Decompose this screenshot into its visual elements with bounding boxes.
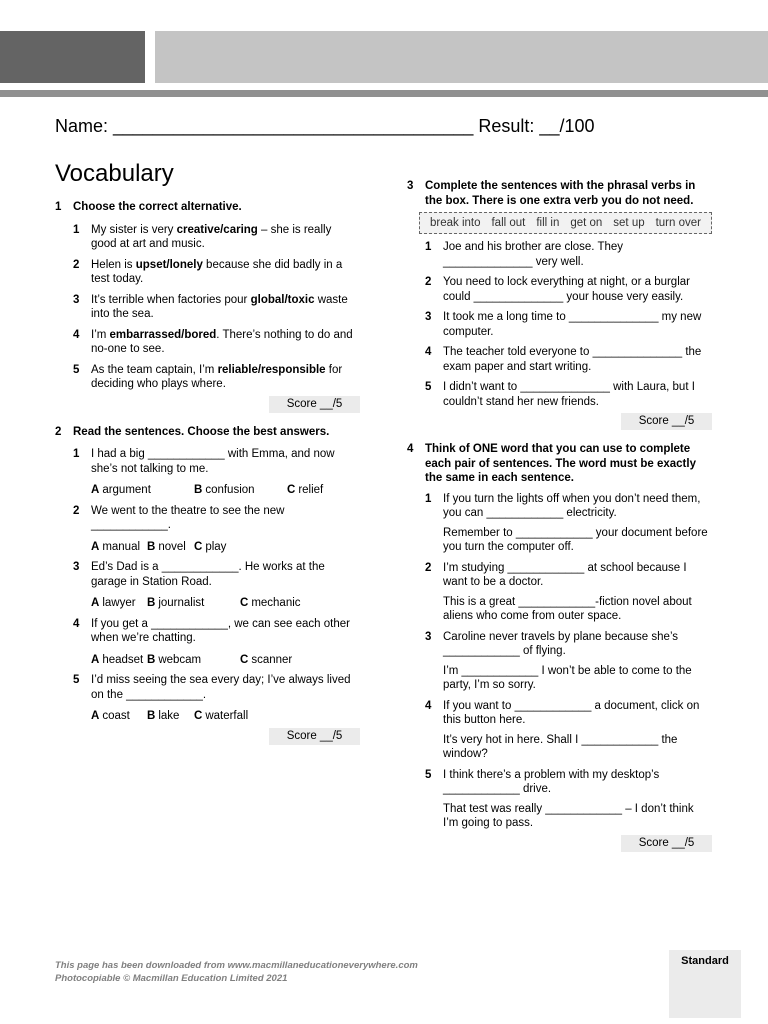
question-number: 1 <box>73 223 80 236</box>
question-item <box>55 504 360 533</box>
question-text: If you want to ____________ a document, click on this button here. <box>443 699 700 726</box>
question-item <box>407 380 712 409</box>
question-text: Ed’s Dad is a ____________. He works at the garage in Station Road. <box>91 561 325 588</box>
question-number: 2 <box>73 258 80 271</box>
footer-download-line: This page has been downloaded from www.macmillaneducationeverywhere.com <box>55 960 418 971</box>
option-b: B journalist <box>147 597 205 609</box>
name-result-line: Name: ____________________________________ Result: __/100 <box>55 116 595 136</box>
question-text: I’m embarrassed/bored. There’s nothing to do and no-one to see. <box>91 328 353 355</box>
choice-words: upset/lonely <box>135 258 203 271</box>
level-badge: Standard <box>669 950 741 1018</box>
verb-option: fall out <box>491 216 526 229</box>
question-text: I had a big ____________ with Emma, and now she’s not talking to me. <box>91 448 335 475</box>
page-title: Vocabulary <box>55 160 174 187</box>
question-text: I’d miss seeing the sea every day; I’ve always lived on the ____________. <box>91 674 351 701</box>
question-number: 2 <box>425 276 432 288</box>
section-4-heading <box>407 442 712 486</box>
question-text: As the team captain, I’m reliable/responsible for deciding who plays where. <box>91 363 343 390</box>
answer-options <box>55 483 360 498</box>
section-3-heading <box>407 179 712 208</box>
option-c: C scanner <box>240 653 293 666</box>
score-box: Score __/5 <box>621 835 712 852</box>
section-instruction: Think of ONE word that you can use to complete each pair of sentences. The word must be exactly the same in each sentence. <box>425 443 696 484</box>
question-text: If you turn the lights off when you don’t need them, you can ____________ electricity. <box>443 492 701 519</box>
answer-options <box>55 653 360 668</box>
question-number: 3 <box>73 561 80 573</box>
option-b: B confusion <box>194 484 255 496</box>
option-b: B novel <box>147 540 186 553</box>
question-number: 5 <box>73 363 80 376</box>
question-text: The teacher told everyone to ______________ the exam paper and start writing. <box>443 346 702 373</box>
question-number: 1 <box>425 492 432 505</box>
right-column <box>407 179 712 852</box>
question-item <box>55 293 360 322</box>
question-number: 3 <box>425 311 432 323</box>
section-instruction: Choose the correct alternative. <box>73 201 242 213</box>
header-rule <box>0 90 768 97</box>
question-number: 4 <box>73 328 80 341</box>
question-item <box>407 345 712 374</box>
question-item <box>407 275 712 304</box>
section-number: 4 <box>407 443 414 455</box>
question-second-sentence: Remember to ____________ your document before you turn the computer off. <box>443 526 708 553</box>
question-item <box>55 673 360 702</box>
question-second-sentence: I’m ____________ I won’t be able to come to the party, I’m so sorry. <box>443 664 692 691</box>
question-number: 4 <box>425 346 432 358</box>
question-number: 5 <box>425 768 432 781</box>
score-row <box>407 835 712 852</box>
option-c: C waterfall <box>194 710 249 722</box>
question-number: 2 <box>73 504 80 517</box>
choice-words: global/toxic <box>250 293 315 306</box>
verb-option: break into <box>430 216 481 229</box>
question-number: 3 <box>73 293 80 306</box>
section-number: 1 <box>55 201 62 213</box>
question-text: Helen is upset/lonely because she did badly in a test today. <box>91 258 343 285</box>
question-number: 5 <box>73 674 80 686</box>
question-second-sentence: That test was really ____________ – I don’t think I’m going to pass. <box>443 802 694 829</box>
score-row <box>407 413 712 430</box>
phrasal-verb-box <box>419 212 712 234</box>
section-instruction: Complete the sentences with the phrasal verbs in the box. There is one extra verb you do not need. <box>425 180 696 207</box>
option-a: A lawyer <box>91 597 136 609</box>
question-text: I think there’s a problem with my desktop’s ____________ drive. <box>443 768 660 795</box>
question-item <box>55 328 360 357</box>
option-b: B lake <box>147 710 180 722</box>
question-number: 4 <box>425 699 432 712</box>
section-number: 3 <box>407 180 414 192</box>
score-box: Score __/5 <box>269 728 360 745</box>
section-2-heading <box>55 425 360 440</box>
score-row <box>55 396 360 413</box>
question-item <box>55 447 360 476</box>
footer-note <box>55 959 418 985</box>
option-b: B webcam <box>147 653 202 666</box>
score-row <box>55 728 360 745</box>
option-a: A argument <box>91 484 151 496</box>
question-item <box>407 699 712 728</box>
option-a: A headset <box>91 653 144 666</box>
score-box: Score __/5 <box>269 396 360 413</box>
question-item <box>407 561 712 590</box>
header-bar-dark <box>0 31 145 83</box>
choice-words: reliable/responsible <box>217 363 326 376</box>
question-text: My sister is very creative/caring – she is really good at art and music. <box>91 223 332 250</box>
question-item <box>407 240 712 269</box>
question-text: You need to lock everything at night, or a burglar could ______________ your house very easily. <box>443 276 690 303</box>
left-column <box>55 200 360 745</box>
question-second-sentence: This is a great ____________-fiction novel about aliens who come from outer space. <box>443 595 692 622</box>
section-number: 2 <box>55 425 62 438</box>
verb-option: set up <box>613 216 645 229</box>
question-item <box>407 492 712 521</box>
question-text: It took me a long time to ______________ my new computer. <box>443 311 702 338</box>
question-item <box>55 617 360 646</box>
verb-option: turn over <box>655 216 701 229</box>
question-item <box>55 258 360 287</box>
question-text: I’m studying ____________ at school because I want to be a doctor. <box>443 561 687 588</box>
option-c: C play <box>194 540 227 553</box>
question-item <box>407 768 712 797</box>
answer-options <box>55 540 360 555</box>
question-number: 1 <box>425 241 432 253</box>
answer-options <box>55 596 360 611</box>
verb-option: fill in <box>536 216 560 229</box>
section-instruction: Read the sentences. Choose the best answers. <box>73 425 330 438</box>
answer-options <box>55 709 360 724</box>
footer-copyright-line: Photocopiable © Macmillan Education Limited 2021 <box>55 973 288 984</box>
question-number: 1 <box>73 448 80 460</box>
question-number: 5 <box>425 381 432 393</box>
option-a: A manual <box>91 540 141 553</box>
question-text: Caroline never travels by plane because she’s ____________ of flying. <box>443 630 679 657</box>
score-box: Score __/5 <box>621 413 712 430</box>
question-item <box>55 363 360 392</box>
question-number: 3 <box>425 630 432 643</box>
question-number: 2 <box>425 561 432 574</box>
question-text: It’s terrible when factories pour global/toxic waste into the sea. <box>91 293 348 320</box>
choice-words: creative/caring <box>176 223 258 236</box>
question-item <box>407 630 712 659</box>
question-text: Joe and his brother are close. They ______________ very well. <box>443 241 624 268</box>
question-text: If you get a ____________, we can see each other when we’re chatting. <box>91 617 350 644</box>
question-text: I didn’t want to ______________ with Laura, but I couldn’t stand her new friends. <box>443 381 695 408</box>
choice-words: embarrassed/bored <box>109 328 217 341</box>
option-c: C mechanic <box>240 597 301 609</box>
option-a: A coast <box>91 710 130 722</box>
question-item <box>55 223 360 252</box>
question-item <box>55 560 360 589</box>
question-item <box>407 310 712 339</box>
header-bar-light <box>155 31 768 83</box>
question-text: We went to the theatre to see the new ____________. <box>91 504 285 531</box>
option-c: C relief <box>287 484 324 496</box>
verb-option: get on <box>570 216 603 229</box>
question-number: 4 <box>73 617 80 630</box>
question-second-sentence: It’s very hot in here. Shall I ____________ the window? <box>443 733 678 760</box>
section-1-heading <box>55 200 360 215</box>
